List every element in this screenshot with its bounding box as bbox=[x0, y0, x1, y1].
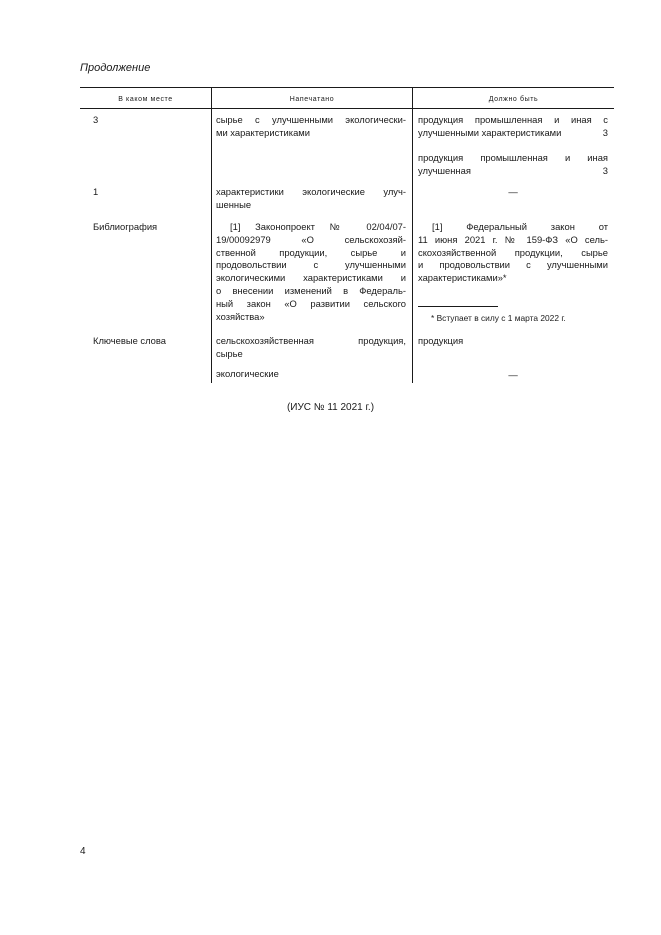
row1-printed-line: ми характеристиками bbox=[216, 126, 310, 138]
row2-printed bbox=[216, 186, 406, 212]
row1-should-be-line: улучшенными характеристиками bbox=[418, 126, 562, 138]
footnote-text: * Вступает в силу с 1 марта 2022 г. bbox=[431, 313, 566, 323]
row3-should-be-line: скохозяйственной продукции, сырье bbox=[418, 246, 608, 258]
row1-should-be-line: продукция промышленная и иная bbox=[418, 152, 608, 163]
row3-printed-line: хозяйства» bbox=[216, 310, 265, 322]
row3-should-be-line: и продовольствии с улучшенными bbox=[418, 259, 608, 271]
column-header-printed: Напечатано bbox=[289, 96, 335, 103]
column-divider-2 bbox=[412, 87, 413, 383]
row4-printed-b: экологические bbox=[216, 368, 279, 379]
row2-printed-line: шенные bbox=[216, 198, 252, 210]
continuation-label: Продолжение bbox=[80, 62, 151, 74]
column-header-should-be: Должно быть bbox=[488, 96, 539, 103]
row3-printed-line: о внесении изменений в Федераль- bbox=[216, 284, 406, 296]
row3-should-be-line: 11 июня 2021 г. № 159-ФЗ «О сель- bbox=[418, 233, 608, 245]
row3-should-be bbox=[418, 221, 608, 285]
row1-should-be-b bbox=[418, 152, 608, 178]
row1-printed-line: сырье с улучшенными экологически- bbox=[216, 114, 406, 125]
table-header-rule bbox=[80, 108, 614, 109]
row1-printed bbox=[216, 114, 406, 140]
row3-printed-line: экологическими характеристиками и bbox=[216, 272, 406, 284]
row2-place: 1 bbox=[93, 186, 99, 197]
row3-printed-line: 19/00092979 «О сельскохозяй- bbox=[216, 233, 406, 245]
row2-should-be-dash: — bbox=[508, 186, 518, 197]
row1-place: 3 bbox=[93, 114, 99, 125]
row4-printed-line: сельскохозяйственная продукция, bbox=[216, 335, 406, 346]
table-top-rule bbox=[80, 87, 614, 88]
row3-should-be-line: характеристиками»* bbox=[418, 272, 507, 284]
row1-should-be-num: 3 bbox=[602, 164, 608, 176]
row4-printed-line: сырье bbox=[216, 347, 243, 359]
row1-should-be-line: продукция промышленная и иная с bbox=[418, 114, 608, 125]
row3-printed-line: продовольствии с улучшенными bbox=[216, 259, 406, 271]
row3-should-be-line: [1] Федеральный закон от bbox=[432, 221, 608, 232]
row4-should-be-dash: — bbox=[508, 369, 518, 380]
row4-place: Ключевые слова bbox=[93, 335, 166, 346]
row3-printed-line: ный закон «О развитии сельского bbox=[216, 297, 406, 309]
page-number: 4 bbox=[80, 846, 86, 857]
issue-reference: (ИУС № 11 2021 г.) bbox=[286, 402, 375, 413]
row3-printed-line: ственной продукции, сырье и bbox=[216, 246, 406, 258]
row1-should-be-a bbox=[418, 114, 608, 140]
column-divider-1 bbox=[211, 87, 212, 383]
column-header-place: В каком месте bbox=[118, 96, 173, 103]
row4-printed-a bbox=[216, 335, 406, 361]
footnote-separator bbox=[418, 306, 498, 307]
row1-should-be-num: 3 bbox=[602, 126, 608, 138]
row3-printed bbox=[216, 221, 406, 323]
row4-should-be-a: продукция bbox=[418, 335, 464, 346]
row1-should-be-line: улучшенная bbox=[418, 164, 471, 176]
row2-printed-line: характеристики экологические улуч- bbox=[216, 186, 406, 197]
row3-place: Библиография bbox=[93, 221, 158, 232]
row3-printed-line: [1] Законопроект № 02/04/07- bbox=[230, 221, 406, 232]
